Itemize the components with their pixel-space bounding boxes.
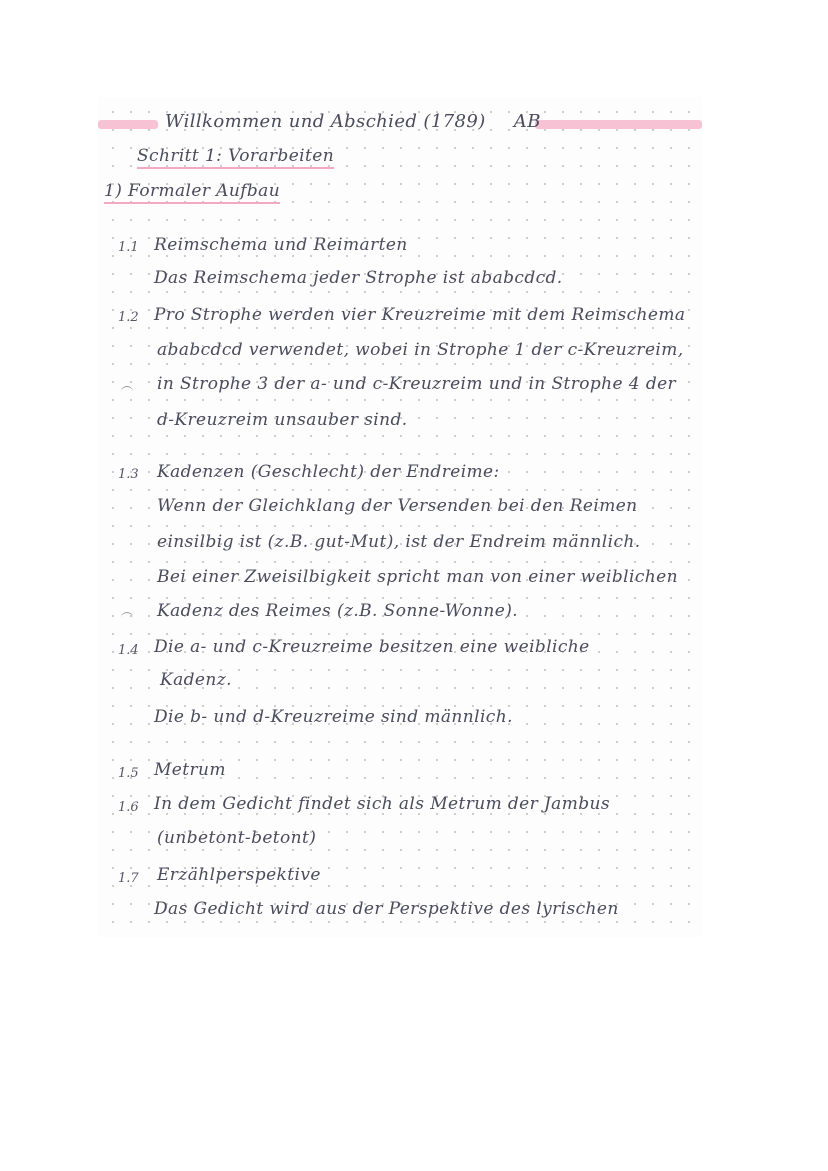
title-text: Willkommen und Abschied (1789) — [165, 111, 486, 132]
item-line: d-Kreuzreim unsauber sind. — [157, 410, 408, 430]
item-line: Reimschema und Reimarten — [154, 235, 408, 255]
step-heading — [137, 146, 334, 166]
item-line: ababcdcd verwendet, wobei in Strophe 1 der c-Kreuzreim, — [157, 340, 684, 360]
title-tag: AB — [513, 111, 541, 132]
item-number: 1.7 — [118, 871, 139, 886]
step-heading-text: Schritt 1: Vorarbeiten — [137, 146, 334, 169]
item-number: 1.2 — [118, 310, 139, 325]
item-number: 1.6 — [118, 800, 139, 815]
item-line: Kadenzen (Geschlecht) der Endreime: — [157, 462, 500, 482]
item-line: Erzählperspektive — [157, 865, 321, 885]
item-line: Bei einer Zweisilbigkeit spricht man von einer weiblichen — [157, 567, 678, 587]
title-highlight-right — [535, 120, 702, 129]
section-heading — [104, 181, 280, 201]
item-line: Die a- und c-Kreuzreime besitzen eine weibliche — [154, 637, 590, 657]
item-line: in Strophe 3 der a- und c-Kreuzreim und in Strophe 4 der — [157, 374, 677, 394]
item-line: Metrum — [154, 760, 226, 780]
margin-arc-mark — [121, 612, 133, 619]
item-line: Pro Strophe werden vier Kreuzreime mit dem Reimschema — [154, 305, 686, 325]
item-line: Das Reimschema jeder Strophe ist ababcdcd. — [154, 268, 563, 288]
item-line: (unbetont-betont) — [157, 828, 317, 848]
item-line: Wenn der Gleichklang der Versenden bei den Reimen — [157, 496, 638, 516]
item-line: Kadenz. — [160, 670, 232, 690]
item-line: Die b- und d-Kreuzreime sind männlich. — [154, 707, 513, 727]
item-line: einsilbig ist (z.B. gut-Mut), ist der Endreim männlich. — [157, 532, 641, 552]
item-line: In dem Gedicht findet sich als Metrum der Jambus — [154, 794, 610, 814]
title-highlight-left — [98, 120, 158, 129]
item-number: 1.1 — [118, 240, 139, 255]
item-number: 1.3 — [118, 467, 139, 482]
item-line: Das Gedicht wird aus der Perspektive des lyrischen — [154, 899, 619, 919]
item-line: Kadenz des Reimes (z.B. Sonne-Wonne). — [157, 601, 519, 621]
margin-arc-mark — [121, 386, 133, 393]
item-number: 1.5 — [118, 766, 139, 781]
item-number: 1.4 — [118, 643, 139, 658]
page-title — [165, 111, 541, 132]
section-heading-text: 1) Formaler Aufbau — [104, 181, 280, 204]
